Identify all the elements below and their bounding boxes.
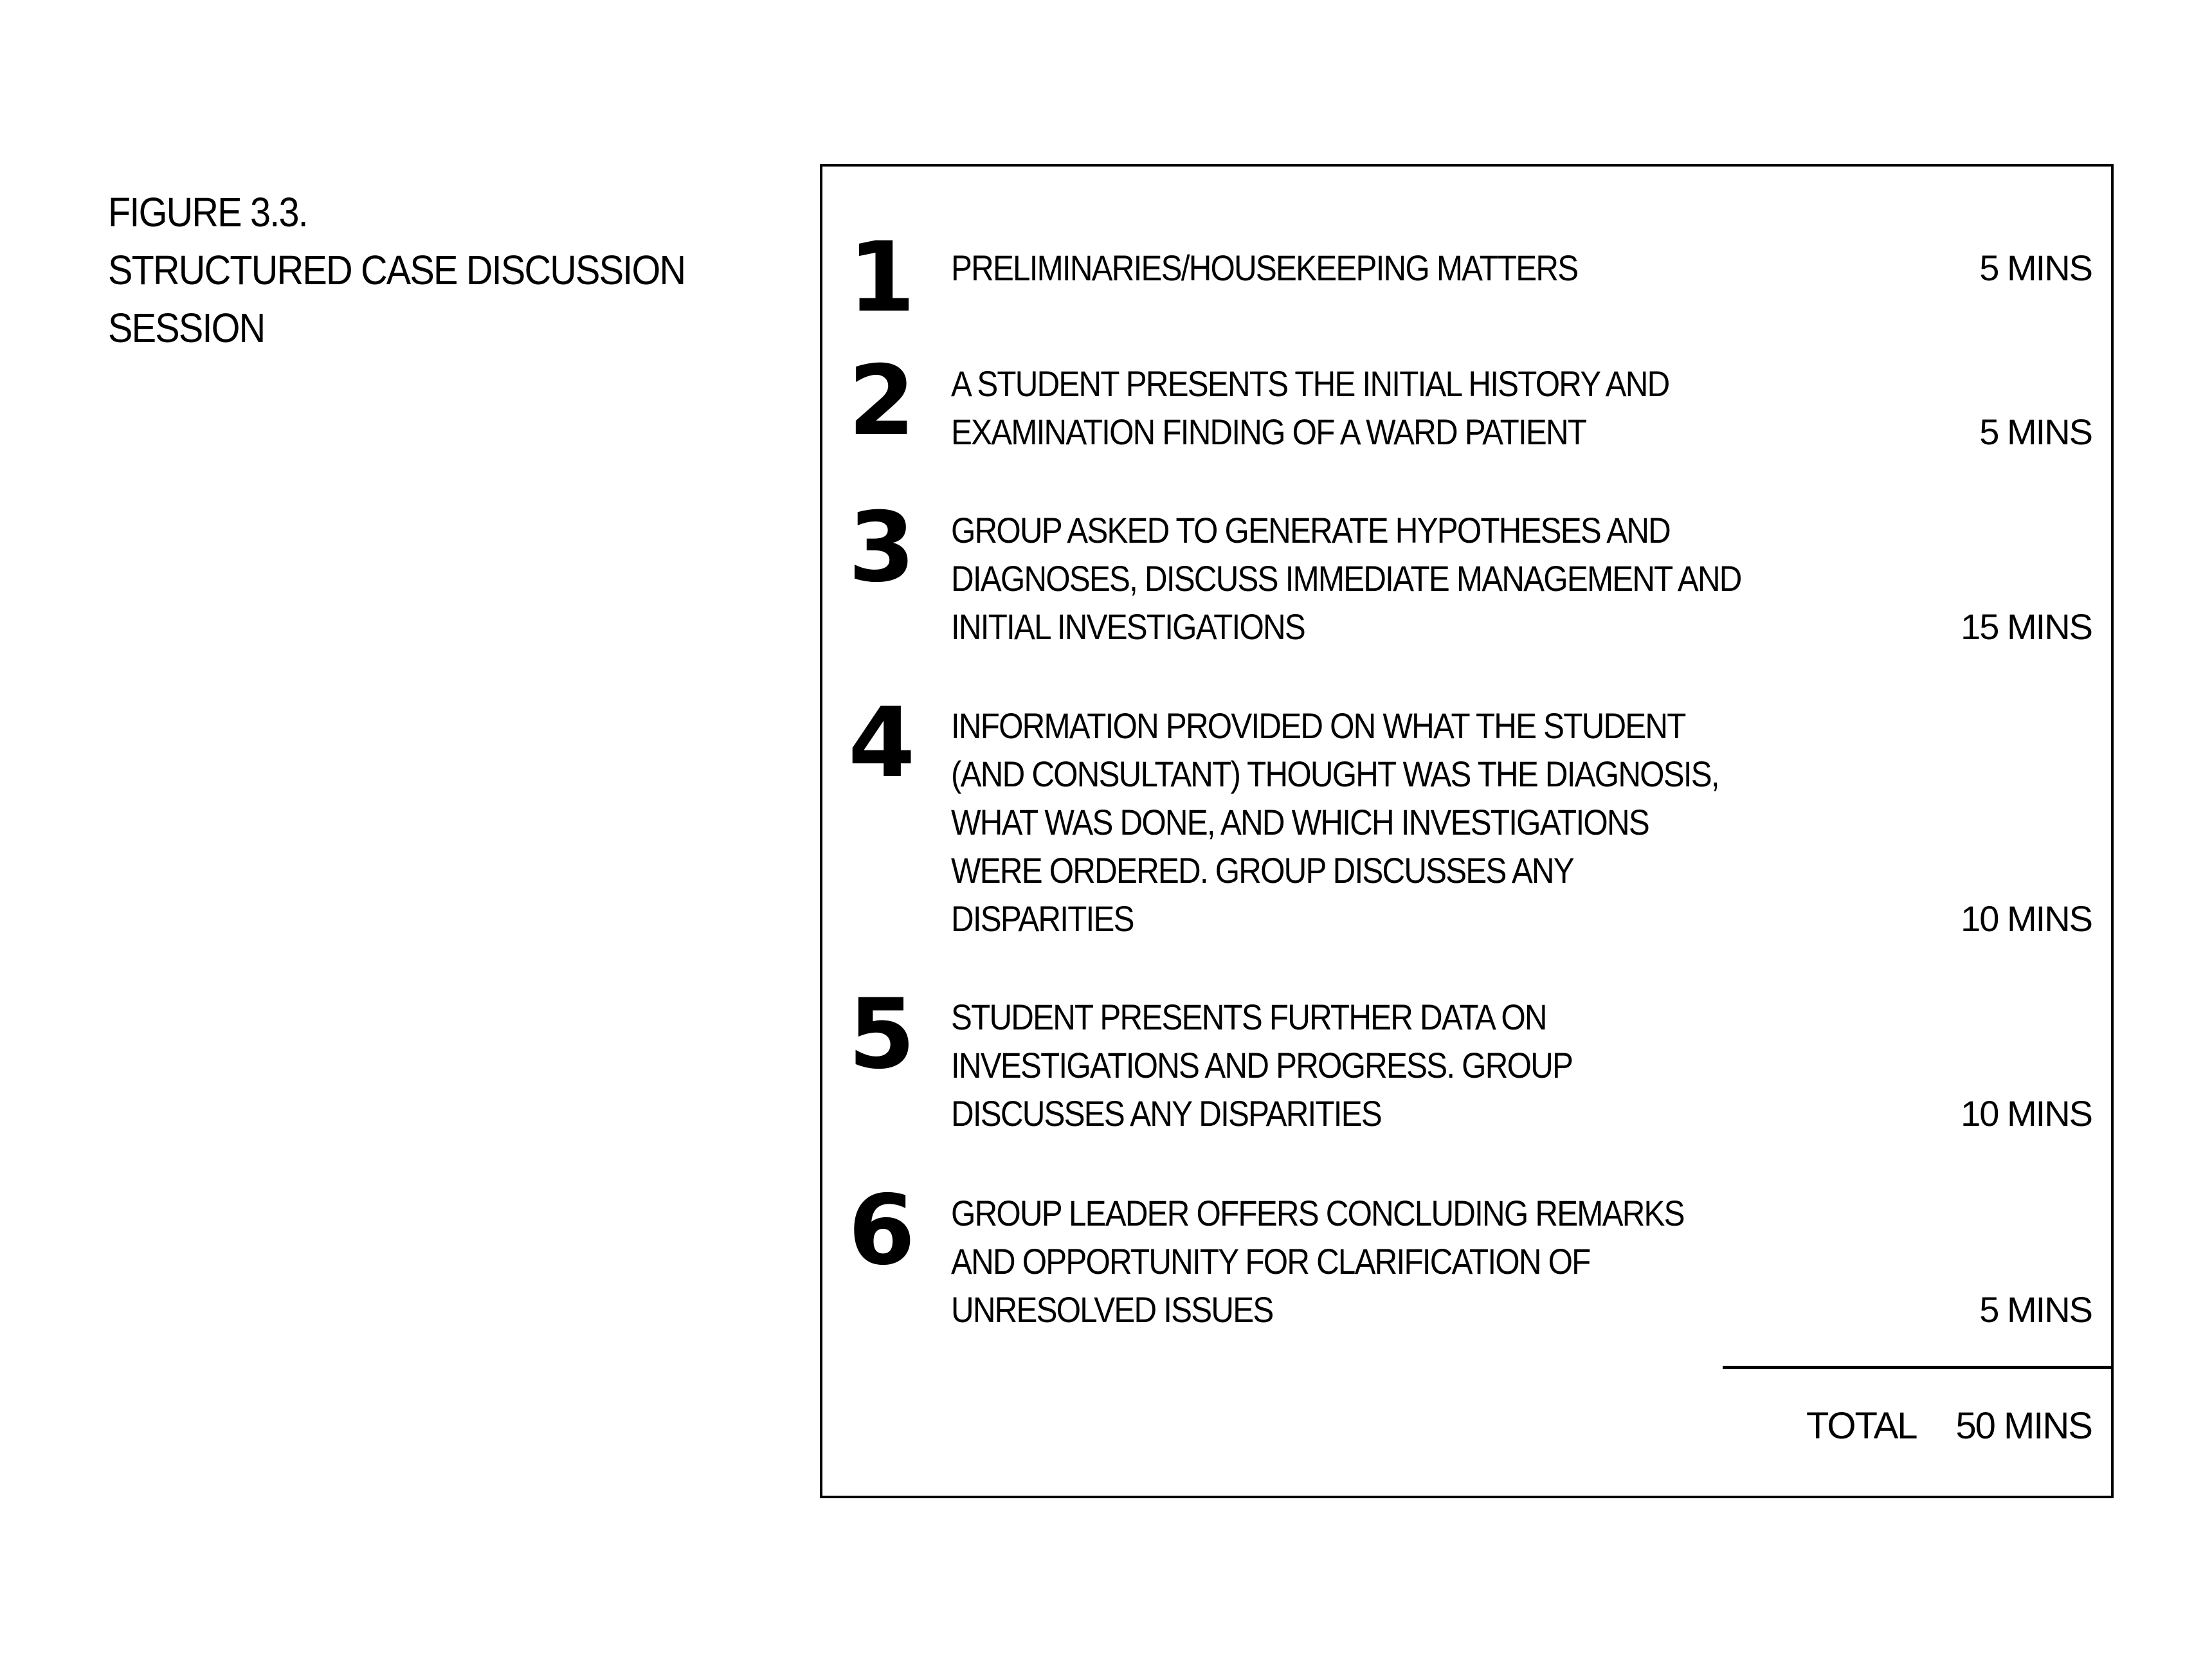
step-description [951,359,1767,456]
step-description-line: INVESTIGATIONS AND PROGRESS. GROUP [951,1045,1573,1085]
figure-title-line-2: SESSION [108,305,265,351]
step-description [951,993,1657,1138]
total-label: TOTAL [1806,1405,1917,1447]
step-description-line: INFORMATION PROVIDED ON WHAT THE STUDENT [951,705,1685,746]
step-description-line: PRELIMINARIES/HOUSEKEEPING MATTERS [951,248,1578,288]
step-description-line: GROUP LEADER OFFERS CONCLUDING REMARKS [951,1193,1684,1233]
step-description-line: EXAMINATION FINDING OF A WARD PATIENT [951,412,1586,452]
step-duration: 10 MINS [1961,1093,2092,1134]
step-description-line: STUDENT PRESENTS FURTHER DATA ON [951,997,1546,1037]
total-value: 50 MINS [1955,1405,2092,1447]
figure-caption [108,183,749,357]
step-description-line: INITIAL INVESTIGATIONS [951,606,1305,647]
step-duration: 5 MINS [1979,1289,2092,1330]
step-duration: 15 MINS [1961,606,2092,647]
step-description-line: WERE ORDERED. GROUP DISCUSSES ANY [951,850,1573,891]
step-description [951,506,1849,651]
step-duration: 5 MINS [1979,248,2092,288]
step-description [951,244,1663,292]
step-number: 6 [848,1175,916,1287]
step-number: 3 [848,492,916,604]
step-description-line: DISPARITIES [951,898,1134,939]
step-description-line: DISCUSSES ANY DISPARITIES [951,1093,1381,1134]
step-duration: 10 MINS [1961,898,2092,939]
step-description-line: UNRESOLVED ISSUES [951,1289,1273,1330]
step-description-line: WHAT WAS DONE, AND WHICH INVESTIGATIONS [951,802,1649,842]
step-description-line: AND OPPORTUNITY FOR CLARIFICATION OF [951,1241,1590,1282]
step-duration: 5 MINS [1979,412,2092,452]
step-description-line: GROUP ASKED TO GENERATE HYPOTHESES AND [951,510,1670,550]
step-number: 2 [848,345,916,457]
total-divider [1723,1366,2114,1369]
step-description-line: A STUDENT PRESENTS THE INITIAL HISTORY AND [951,363,1669,404]
step-number: 4 [848,687,916,799]
figure-title-line-1: STRUCTURED CASE DISCUSSION [108,247,685,293]
step-number: 1 [848,222,916,334]
step-description [951,702,1824,943]
step-description [951,1189,1784,1334]
session-schedule-box [820,164,2114,1498]
step-description-line: (AND CONSULTANT) THOUGHT WAS THE DIAGNOSIS, [951,754,1719,794]
step-number: 5 [848,979,916,1091]
figure-label: FIGURE 3.3. [108,189,307,235]
step-description-line: DIAGNOSES, DISCUSS IMMEDIATE MANAGEMENT AND [951,558,1741,599]
